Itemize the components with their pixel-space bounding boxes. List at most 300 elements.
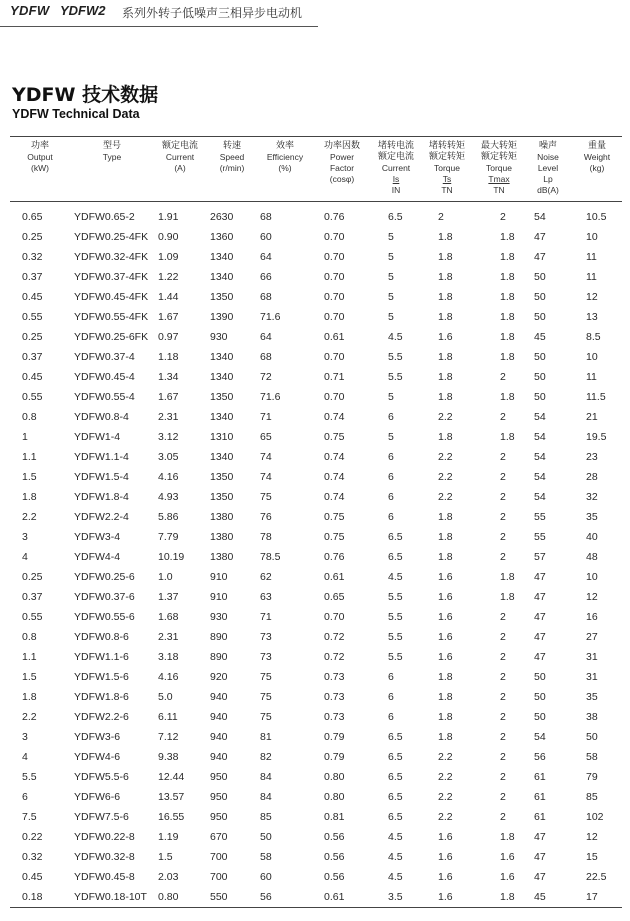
cell-efficiency: 78.5 <box>260 551 281 563</box>
cell-output: 1 <box>22 431 28 443</box>
column-header-cn: 噪声 <box>538 141 557 151</box>
cell-noise: 47 <box>534 871 546 883</box>
table-row <box>10 687 622 707</box>
column-header-cn: 堵转转矩 <box>428 141 465 151</box>
cell-current-ratio: 5 <box>388 431 394 443</box>
cell-type: YDFW7.5-6 <box>74 811 129 823</box>
cell-power-factor: 0.75 <box>324 511 345 523</box>
section-title-en: YDFW Technical Data <box>12 107 140 121</box>
cell-output: 0.25 <box>22 331 43 343</box>
cell-output: 4 <box>22 751 28 763</box>
cell-torque-ratio: 1.8 <box>438 731 453 743</box>
cell-power-factor: 0.70 <box>324 231 345 243</box>
cell-torque-ratio: 2.2 <box>438 771 453 783</box>
cell-power-factor: 0.75 <box>324 431 345 443</box>
cell-max-torque-ratio: 2 <box>500 791 506 803</box>
cell-current-ratio: 5.5 <box>388 371 403 383</box>
cell-weight: 48 <box>586 551 598 563</box>
cell-weight: 31 <box>586 651 598 663</box>
cell-weight: 11 <box>586 371 597 383</box>
column-header-en: IN <box>391 185 401 195</box>
cell-power-factor: 0.70 <box>324 251 345 263</box>
cell-current-ratio: 6 <box>388 471 394 483</box>
cell-speed: 700 <box>210 871 228 883</box>
cell-current: 1.37 <box>158 591 179 603</box>
cell-current-ratio: 5 <box>388 251 394 263</box>
cell-noise: 61 <box>534 791 546 803</box>
cell-speed: 910 <box>210 591 228 603</box>
column-header-max-torque-ratio <box>474 137 524 202</box>
cell-power-factor: 0.65 <box>324 591 345 603</box>
cell-power-factor: 0.81 <box>324 811 345 823</box>
cell-type: YDFW1.1-6 <box>74 651 129 663</box>
cell-power-factor: 0.70 <box>324 311 345 323</box>
column-header-cn2: 额定电流 <box>377 152 414 162</box>
cell-noise: 47 <box>534 851 546 863</box>
cell-torque-ratio: 2.2 <box>438 411 453 423</box>
cell-efficiency: 73 <box>260 631 272 643</box>
cell-power-factor: 0.72 <box>324 651 345 663</box>
table-row <box>10 867 622 887</box>
cell-max-torque-ratio: 2 <box>500 531 506 543</box>
cell-power-factor: 0.76 <box>324 551 345 563</box>
cell-max-torque-ratio: 2 <box>500 771 506 783</box>
cell-torque-ratio: 1.6 <box>438 571 453 583</box>
cell-current: 1.34 <box>158 371 179 383</box>
cell-speed: 890 <box>210 631 228 643</box>
column-header-en: Torque <box>434 163 460 173</box>
cell-speed: 940 <box>210 691 228 703</box>
cell-type: YDFW0.55-6 <box>74 611 135 623</box>
column-header-en: TN <box>493 185 505 195</box>
cell-current-ratio: 6 <box>388 711 394 723</box>
cell-efficiency: 68 <box>260 210 272 223</box>
cell-output: 5.5 <box>22 771 37 783</box>
cell-current: 1.68 <box>158 611 179 623</box>
cell-power-factor: 0.75 <box>324 531 345 543</box>
table-body <box>10 202 622 908</box>
cell-type: YDFW0.45-4FK <box>74 291 149 303</box>
cell-torque-ratio: 1.8 <box>438 371 453 383</box>
cell-max-torque-ratio: 1.8 <box>500 331 515 343</box>
cell-type: YDFW1.8-4 <box>74 491 129 503</box>
cell-current: 2.31 <box>158 411 179 423</box>
cell-current: 1.19 <box>158 831 179 843</box>
cell-power-factor: 0.74 <box>324 491 345 503</box>
table-row <box>10 327 622 347</box>
cell-output: 1.5 <box>22 671 37 683</box>
cell-noise: 54 <box>534 411 546 423</box>
cell-current: 1.0 <box>158 571 173 583</box>
cell-torque-ratio: 1.8 <box>438 311 453 323</box>
cell-max-torque-ratio: 1.8 <box>500 351 515 363</box>
cell-weight: 102 <box>586 811 604 823</box>
cell-max-torque-ratio: 1.6 <box>500 851 515 863</box>
cell-torque-ratio: 1.8 <box>438 711 453 723</box>
cell-weight: 50 <box>586 731 598 743</box>
column-header-en: (A) <box>174 163 186 173</box>
cell-max-torque-ratio: 2 <box>500 751 506 763</box>
cell-output: 0.55 <box>22 611 43 623</box>
cell-speed: 940 <box>210 731 228 743</box>
header-model: YDFW2 <box>60 3 106 18</box>
cell-noise: 50 <box>534 691 546 703</box>
cell-torque-ratio: 1.6 <box>438 871 453 883</box>
cell-weight: 11 <box>586 251 597 263</box>
column-header-en: TN <box>441 185 453 195</box>
cell-weight: 15 <box>586 851 598 863</box>
cell-noise: 47 <box>534 631 546 643</box>
cell-weight: 11 <box>586 271 597 283</box>
cell-efficiency: 76 <box>260 511 272 523</box>
cell-current-ratio: 5 <box>388 291 394 303</box>
cell-speed: 1340 <box>210 451 234 463</box>
header-rule <box>0 26 318 27</box>
cell-noise: 54 <box>534 451 546 463</box>
cell-speed: 930 <box>210 331 228 343</box>
cell-current: 9.38 <box>158 751 179 763</box>
cell-speed: 1380 <box>210 531 234 543</box>
cell-type: YDFW0.25-6FK <box>74 331 149 343</box>
cell-output: 2.2 <box>22 711 37 723</box>
cell-current: 1.18 <box>158 351 179 363</box>
cell-current-ratio: 5.5 <box>388 631 403 643</box>
cell-torque-ratio: 1.6 <box>438 651 453 663</box>
cell-efficiency: 73 <box>260 651 272 663</box>
cell-noise: 47 <box>534 651 546 663</box>
cell-max-torque-ratio: 1.8 <box>500 311 515 323</box>
column-header-en: (kg) <box>589 163 605 173</box>
cell-current-ratio: 6.5 <box>388 731 403 743</box>
cell-torque-ratio: 1.8 <box>438 231 453 243</box>
cell-torque-ratio: 1.8 <box>438 351 453 363</box>
cell-max-torque-ratio: 1.8 <box>500 271 515 283</box>
cell-max-torque-ratio: 1.6 <box>500 871 515 883</box>
cell-noise: 54 <box>534 431 546 443</box>
cell-type: YDFW1.8-6 <box>74 691 129 703</box>
cell-current-ratio: 6 <box>388 511 394 523</box>
column-header-type <box>70 137 154 202</box>
cell-current: 1.67 <box>158 311 179 323</box>
cell-efficiency: 85 <box>260 811 272 823</box>
cell-output: 0.18 <box>10 887 70 908</box>
cell-max-torque-ratio: 1.8 <box>500 251 515 263</box>
cell-current: 1.91 <box>158 210 179 223</box>
cell-efficiency: 62 <box>260 571 272 583</box>
table-row <box>10 607 622 627</box>
table-row <box>10 587 622 607</box>
cell-max-torque-ratio: 2 <box>500 371 506 383</box>
cell-current-ratio: 4.5 <box>388 571 403 583</box>
cell-efficiency: 81 <box>260 731 272 743</box>
cell-output: 0.55 <box>22 391 43 403</box>
cell-max-torque-ratio: 2 <box>500 671 506 683</box>
cell-noise: 50 <box>534 291 546 303</box>
cell-speed: 1350 <box>210 291 234 303</box>
cell-torque-ratio: 1.6 <box>438 851 453 863</box>
cell-noise: 50 <box>534 271 546 283</box>
cell-efficiency: 60 <box>260 871 272 883</box>
table-row <box>10 547 622 567</box>
table-row <box>10 247 622 267</box>
cell-speed: 1380 <box>210 551 234 563</box>
column-header-cn: 功率因数 <box>323 141 360 151</box>
cell-max-torque-ratio: 1.8 <box>500 591 515 603</box>
cell-efficiency: 50 <box>260 831 272 843</box>
cell-noise: 61 <box>534 811 546 823</box>
cell-output: 0.37 <box>22 271 43 283</box>
cell-torque-ratio: 2.2 <box>438 811 453 823</box>
cell-current: 7.12 <box>158 731 179 743</box>
page-header <box>0 0 630 28</box>
cell-efficiency: 75 <box>260 691 272 703</box>
cell-torque-ratio: 2.2 <box>438 451 453 463</box>
cell-output: 4 <box>22 551 28 563</box>
cell-type: YDFW0.22-8 <box>74 831 135 843</box>
cell-output: 0.45 <box>22 871 43 883</box>
cell-weight: 11.5 <box>586 391 606 403</box>
cell-current: 4.16 <box>158 671 179 683</box>
cell-power-factor: 0.73 <box>324 671 345 683</box>
cell-output: 1.5 <box>22 471 37 483</box>
table-row <box>10 347 622 367</box>
cell-speed: 1340 <box>210 411 234 423</box>
column-header-en: Torque <box>486 163 512 173</box>
cell-power-factor: 0.74 <box>324 411 345 423</box>
cell-power-factor: 0.70 <box>324 611 345 623</box>
cell-max-torque-ratio: 2 <box>500 451 506 463</box>
column-header-en: (kW) <box>31 163 49 173</box>
column-header-en: (%) <box>278 163 292 173</box>
column-header-cn2: 额定转矩 <box>480 152 517 162</box>
cell-current: 2.03 <box>158 871 179 883</box>
cell-noise: 55 <box>534 531 546 543</box>
cell-max-torque-ratio: 2 <box>500 811 506 823</box>
table-row <box>10 667 622 687</box>
cell-type: YDFW0.37-4 <box>74 351 135 363</box>
cell-efficiency: 60 <box>260 231 272 243</box>
column-header-cn: 转速 <box>222 141 241 151</box>
cell-output: 1.8 <box>22 491 37 503</box>
cell-current-ratio: 4.5 <box>388 331 403 343</box>
cell-efficiency: 64 <box>260 331 272 343</box>
cell-output: 3 <box>22 731 28 743</box>
table-row <box>10 527 622 547</box>
cell-weight: 12 <box>586 291 598 303</box>
column-header-en: Ts <box>442 174 452 184</box>
cell-power-factor: 0.70 <box>324 291 345 303</box>
technical-data-table <box>10 136 622 908</box>
header-subtitle: 系列外转子低噪声三相异步电动机 <box>122 6 303 20</box>
cell-current-ratio: 6.5 <box>388 210 403 223</box>
cell-type: YDFW3-6 <box>74 731 121 743</box>
cell-noise: 50 <box>534 351 546 363</box>
cell-output: 1.1 <box>22 451 37 463</box>
table-row <box>10 827 622 847</box>
cell-max-torque-ratio: 1.8 <box>500 431 515 443</box>
column-header-en: Factor <box>329 163 355 173</box>
cell-output: 0.65 <box>22 210 43 223</box>
cell-max-torque-ratio: 2 <box>500 471 506 483</box>
cell-type: YDFW1-4 <box>74 431 121 443</box>
cell-current-ratio: 5 <box>388 231 394 243</box>
cell-speed: 910 <box>210 571 228 583</box>
header-brand: YDFW <box>10 3 50 18</box>
cell-power-factor: 0.73 <box>324 711 345 723</box>
cell-current-ratio: 4.5 <box>388 851 403 863</box>
cell-noise: 47 <box>534 831 546 843</box>
cell-speed: 700 <box>210 851 228 863</box>
cell-current-ratio: 6.5 <box>388 551 403 563</box>
cell-weight: 21 <box>586 411 598 423</box>
cell-current-ratio: 5.5 <box>388 351 403 363</box>
cell-power-factor: 0.73 <box>324 691 345 703</box>
cell-torque-ratio: 1.8 <box>438 691 453 703</box>
cell-torque-ratio: 1.8 <box>438 391 453 403</box>
cell-max-torque-ratio: 2 <box>500 731 506 743</box>
table-row <box>10 787 622 807</box>
cell-type: YDFW0.45-4 <box>74 371 135 383</box>
cell-noise: 57 <box>534 551 546 563</box>
cell-noise: 54 <box>534 471 546 483</box>
cell-current: 0.80 <box>154 887 206 908</box>
cell-efficiency: 74 <box>260 451 272 463</box>
column-header-cn: 型号 <box>102 141 121 151</box>
cell-max-torque-ratio: 1.8 <box>500 291 515 303</box>
cell-output: 0.55 <box>22 311 43 323</box>
table-row <box>10 487 622 507</box>
cell-power-factor: 0.79 <box>324 731 345 743</box>
cell-torque-ratio: 1.8 <box>438 251 453 263</box>
cell-current: 7.79 <box>158 531 179 543</box>
cell-current: 3.05 <box>158 451 179 463</box>
cell-weight: 79 <box>586 771 598 783</box>
cell-torque-ratio: 1.8 <box>438 671 453 683</box>
cell-noise: 55 <box>534 511 546 523</box>
cell-output: 1.1 <box>22 651 37 663</box>
column-header-en: Lp <box>543 174 553 184</box>
cell-speed: 1340 <box>210 351 234 363</box>
table-row <box>10 727 622 747</box>
cell-power-factor: 0.79 <box>324 751 345 763</box>
cell-noise: 45 <box>524 887 572 908</box>
cell-type: YDFW0.32-4FK <box>74 251 149 263</box>
cell-output: 0.25 <box>22 231 43 243</box>
cell-weight: 40 <box>586 531 598 543</box>
cell-efficiency: 82 <box>260 751 272 763</box>
column-header-current-ratio <box>372 137 420 202</box>
cell-current: 4.16 <box>158 471 179 483</box>
cell-power-factor: 0.56 <box>324 851 345 863</box>
cell-torque-ratio: 1.6 <box>438 591 453 603</box>
cell-type: YDFW0.18-10T <box>70 887 154 908</box>
cell-max-torque-ratio: 2 <box>500 491 506 503</box>
cell-output: 0.8 <box>22 631 37 643</box>
cell-type: YDFW1.5-4 <box>74 471 129 483</box>
cell-current: 1.22 <box>158 271 179 283</box>
cell-current: 1.44 <box>158 291 179 303</box>
cell-weight: 23 <box>586 451 598 463</box>
cell-efficiency: 58 <box>260 851 272 863</box>
cell-efficiency: 71.6 <box>260 391 281 403</box>
column-header-weight <box>572 137 622 202</box>
table-row <box>10 427 622 447</box>
cell-type: YDFW0.37-6 <box>74 591 135 603</box>
cell-torque-ratio: 2.2 <box>438 491 453 503</box>
table-row <box>10 367 622 387</box>
table-row <box>10 887 622 908</box>
cell-speed: 1360 <box>210 231 234 243</box>
column-header-noise <box>524 137 572 202</box>
cell-type: YDFW1.5-6 <box>74 671 129 683</box>
cell-efficiency: 74 <box>260 471 272 483</box>
cell-efficiency: 65 <box>260 431 272 443</box>
cell-efficiency: 75 <box>260 491 272 503</box>
column-header-en: Noise <box>537 152 559 162</box>
cell-type: YDFW6-6 <box>74 791 121 803</box>
table-row <box>10 307 622 327</box>
table-row <box>10 707 622 727</box>
cell-max-torque-ratio: 2 <box>500 691 506 703</box>
cell-weight: 35 <box>586 511 598 523</box>
cell-weight: 19.5 <box>586 431 607 443</box>
column-header-cn: 额定电流 <box>161 141 198 151</box>
cell-current: 6.11 <box>158 711 178 723</box>
column-header-en: Weight <box>583 152 611 162</box>
cell-output: 0.8 <box>22 411 37 423</box>
cell-weight: 22.5 <box>586 871 607 883</box>
table-row <box>10 202 622 228</box>
cell-efficiency: 56 <box>258 887 312 908</box>
cell-max-torque-ratio: 2 <box>500 711 506 723</box>
cell-efficiency: 68 <box>260 351 272 363</box>
column-header-en: Tmax <box>488 174 510 184</box>
cell-output: 0.45 <box>22 371 43 383</box>
cell-max-torque-ratio: 1.8 <box>500 571 515 583</box>
cell-efficiency: 84 <box>260 771 272 783</box>
cell-current-ratio: 4.5 <box>388 831 403 843</box>
cell-type: YDFW4-6 <box>74 751 121 763</box>
cell-type: YDFW0.55-4FK <box>74 311 149 323</box>
cell-output: 2.2 <box>22 511 37 523</box>
cell-noise: 54 <box>534 491 546 503</box>
cell-weight: 10 <box>586 571 598 583</box>
cell-speed: 1350 <box>210 491 234 503</box>
table-row <box>10 847 622 867</box>
cell-output: 0.32 <box>22 251 43 263</box>
cell-max-torque-ratio: 2 <box>500 511 506 523</box>
cell-current: 5.0 <box>158 691 173 703</box>
cell-power-factor: 0.70 <box>324 351 345 363</box>
cell-current: 1.09 <box>158 251 179 263</box>
cell-max-torque-ratio: 2 <box>500 631 506 643</box>
cell-current: 2.31 <box>158 631 179 643</box>
column-header-cn: 堵转电流 <box>377 141 414 151</box>
cell-type: YDFW0.25-4FK <box>74 231 149 243</box>
column-header-en: Efficiency <box>266 152 304 162</box>
table-row <box>10 287 622 307</box>
cell-noise: 61 <box>534 771 546 783</box>
cell-noise: 47 <box>534 231 546 243</box>
cell-type: YDFW2.2-4 <box>74 511 129 523</box>
cell-type: YDFW0.45-8 <box>74 871 135 883</box>
cell-weight: 10 <box>586 351 598 363</box>
cell-power-factor: 0.72 <box>324 631 345 643</box>
column-header-en: Output <box>27 152 53 162</box>
cell-current-ratio: 6 <box>388 491 394 503</box>
cell-torque-ratio: 2 <box>438 210 444 223</box>
cell-current-ratio: 5.5 <box>388 651 403 663</box>
